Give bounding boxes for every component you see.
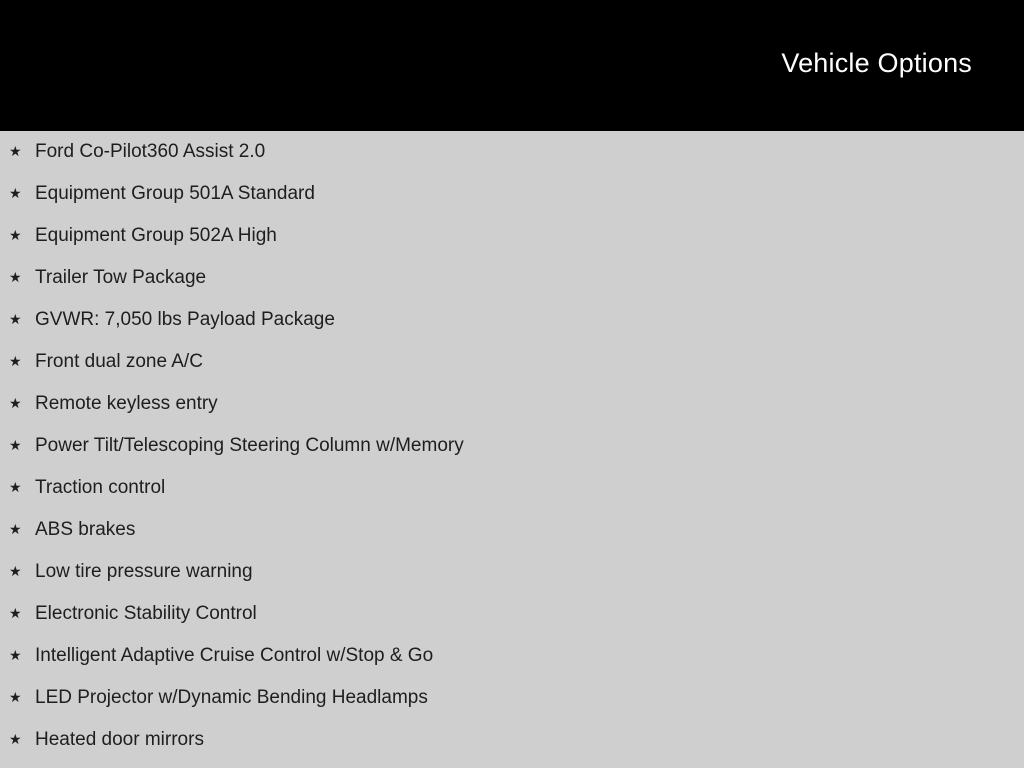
option-label: GVWR: 7,050 lbs Payload Package (35, 309, 335, 330)
option-label: Power Tilt/Telescoping Steering Column w/Memory (35, 435, 464, 456)
list-item (0, 719, 1024, 761)
list-item (0, 341, 1024, 383)
option-label: Equipment Group 501A Standard (35, 183, 315, 204)
header-bar (0, 0, 1024, 131)
list-item (0, 173, 1024, 215)
star-icon: ★ (9, 354, 22, 370)
star-icon: ★ (9, 480, 22, 496)
list-item (0, 257, 1024, 299)
list-item (0, 131, 1024, 173)
page-title: Vehicle Options (781, 48, 972, 78)
option-label: Low tire pressure warning (35, 561, 253, 582)
star-icon: ★ (9, 312, 22, 328)
star-icon: ★ (9, 228, 22, 244)
option-label: Heated door mirrors (35, 729, 204, 750)
star-icon: ★ (9, 270, 22, 286)
list-item (0, 509, 1024, 551)
option-label: Trailer Tow Package (35, 267, 207, 288)
list-item (0, 551, 1024, 593)
star-icon: ★ (9, 564, 22, 580)
option-label: LED Projector w/Dynamic Bending Headlamps (35, 687, 428, 708)
option-label: Electronic Stability Control (35, 603, 257, 624)
list-item (0, 593, 1024, 635)
star-icon: ★ (9, 690, 22, 706)
list-item (0, 383, 1024, 425)
star-icon: ★ (9, 186, 22, 202)
star-icon: ★ (9, 522, 22, 538)
option-label: ABS brakes (35, 519, 136, 540)
list-item (0, 467, 1024, 509)
list-item (0, 299, 1024, 341)
option-label: Intelligent Adaptive Cruise Control w/Stop & Go (35, 645, 434, 666)
option-label: Remote keyless entry (35, 393, 218, 414)
list-item (0, 425, 1024, 467)
list-item (0, 677, 1024, 719)
star-icon: ★ (9, 396, 22, 412)
star-icon: ★ (9, 144, 22, 160)
star-icon: ★ (9, 648, 22, 664)
star-icon: ★ (9, 606, 22, 622)
list-item (0, 635, 1024, 677)
star-icon: ★ (9, 438, 22, 454)
option-label: Equipment Group 502A High (35, 225, 277, 246)
option-label: Traction control (35, 477, 166, 498)
option-label: Front dual zone A/C (35, 351, 203, 372)
option-label: Ford Co-Pilot360 Assist 2.0 (35, 141, 266, 162)
list-item (0, 215, 1024, 257)
star-icon: ★ (9, 732, 22, 748)
options-list (0, 131, 1024, 761)
